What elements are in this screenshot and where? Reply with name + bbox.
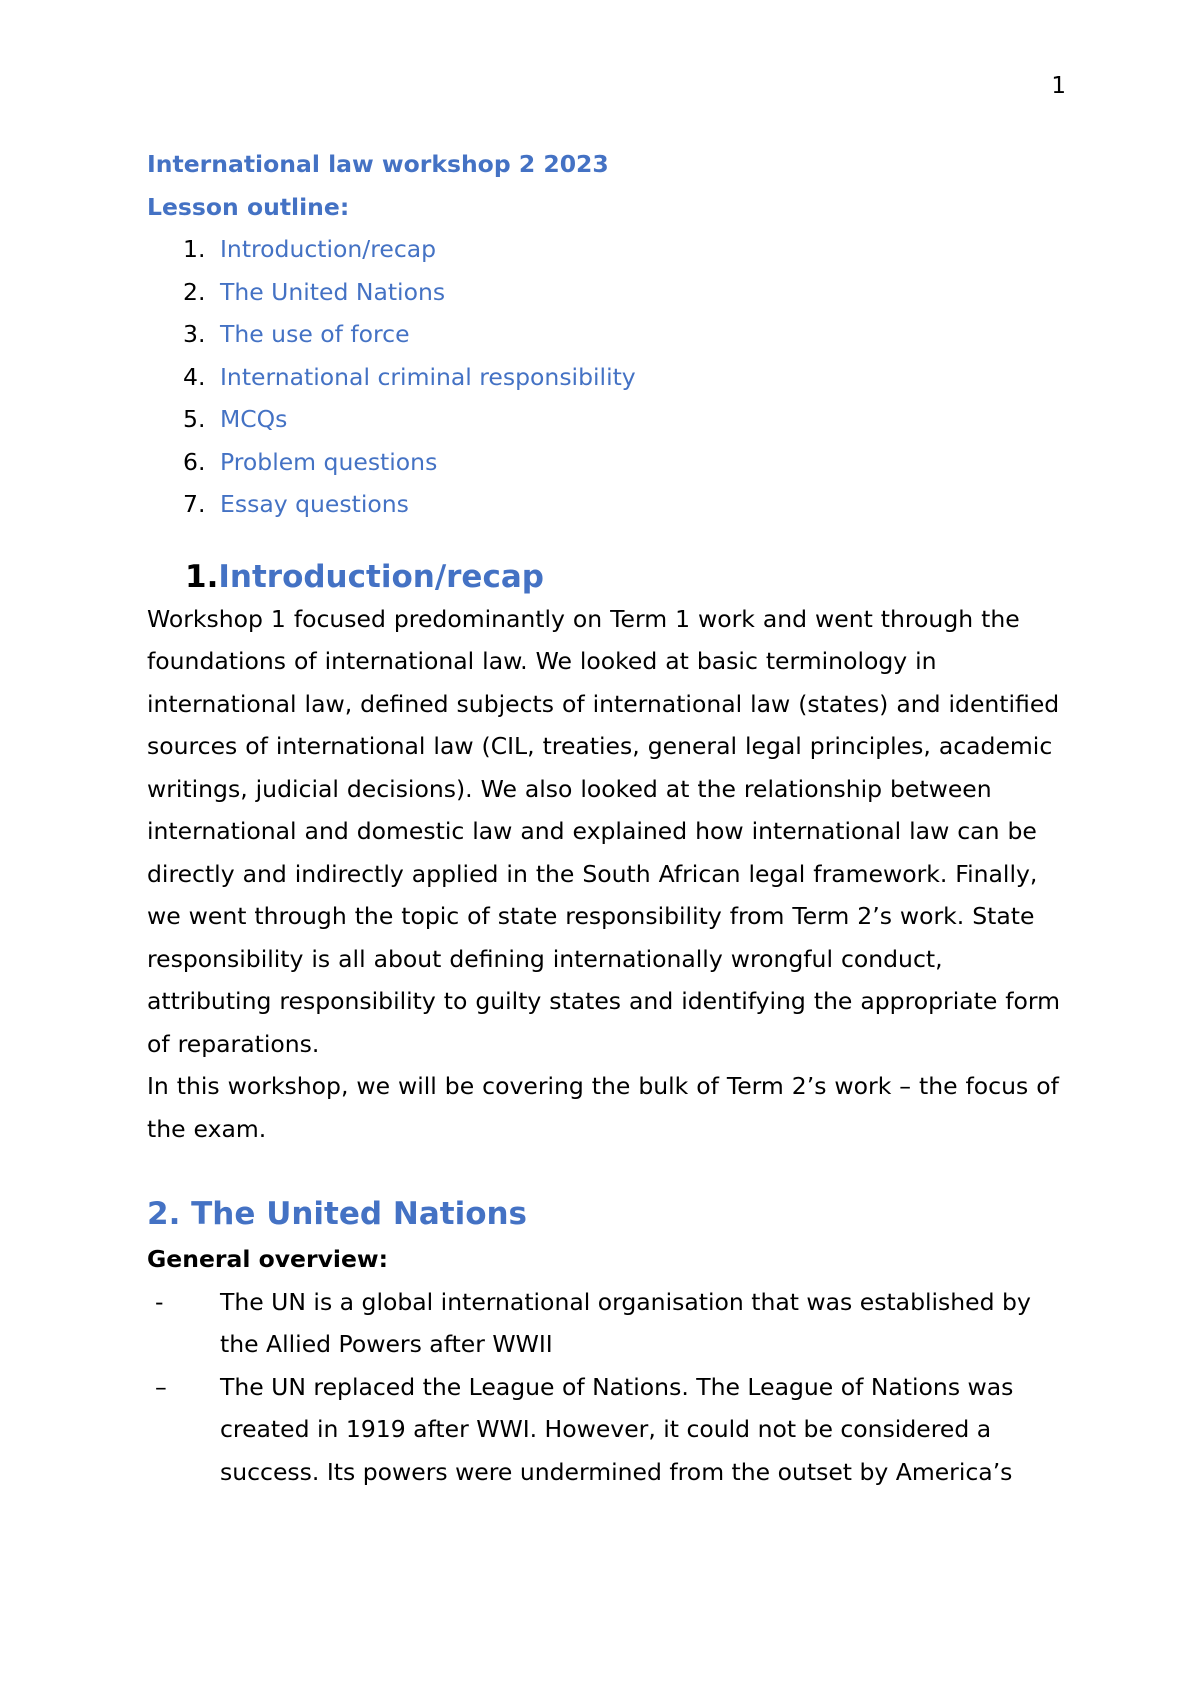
outline-item-number: 3.	[183, 320, 206, 348]
document-title: International law workshop 2 2023	[147, 150, 609, 178]
bullet-item	[147, 1281, 1067, 1366]
bullet-text: The UN is a global international organisation that was established by the Allied Powers after WWII	[220, 1287, 1031, 1358]
outline-item-number: 7.	[183, 490, 206, 518]
outline-item[interactable]	[147, 313, 1067, 356]
outline-item-label[interactable]: International criminal responsibility	[220, 362, 636, 391]
page-number: 1	[1051, 73, 1066, 99]
outline-item[interactable]	[147, 228, 1067, 271]
outline-item-number: 2.	[183, 277, 206, 306]
overview-bullet-list	[147, 1281, 1067, 1494]
bullet-marker: -	[155, 1287, 164, 1316]
section-1-paragraph: In this workshop, we will be covering the bulk of Term 2’s work – the focus of the exam.	[147, 1072, 1059, 1143]
outline-item-label[interactable]: MCQs	[220, 405, 288, 433]
bullet-item	[147, 1366, 1067, 1494]
section-1-number: 1.	[185, 558, 219, 595]
bullet-text: The UN replaced the League of Nations. The League of Nations was created in 1919 after WWI. However, it could not be considered a success. Its powers were undermined from the outset by America’s	[220, 1372, 1014, 1486]
section-2-heading	[147, 1193, 1067, 1235]
lesson-outline-list	[147, 228, 1067, 526]
outline-item[interactable]	[147, 356, 1067, 399]
general-overview-subheading: General overview:	[147, 1245, 388, 1273]
bullet-marker: –	[155, 1372, 167, 1401]
outline-heading: Lesson outline:	[147, 192, 350, 221]
outline-item-number: 4.	[183, 362, 206, 391]
outline-item-label[interactable]: The use of force	[220, 320, 410, 348]
section-2-number: 2.	[147, 1196, 181, 1232]
outline-item-label[interactable]: Essay questions	[220, 490, 409, 518]
outline-item-label[interactable]: Problem questions	[220, 447, 438, 476]
document-body	[147, 143, 1067, 1493]
outline-item[interactable]	[147, 271, 1067, 314]
section-1-title: Introduction/recap	[218, 558, 544, 595]
outline-item-number: 1.	[183, 235, 206, 263]
outline-item-label[interactable]: Introduction/recap	[220, 235, 437, 263]
outline-item[interactable]	[147, 483, 1067, 526]
section-1-heading	[147, 556, 1067, 598]
outline-item[interactable]	[147, 441, 1067, 484]
section-1-paragraph: Workshop 1 focused predominantly on Term 1 work and went through the foundations of international law. We looked at basic terminology in international law, defined subjects of international law (states) and identified sources of international law (CIL, treaties, general legal principles, academic writings, judicial decisions). We also looked at the relationship between international and domestic law and explained how international law can be directly and indirectly applied in the South African legal framework. Finally, we went through the topic of state responsibility from Term 2’s work. State responsibility is all about defining internationally wrongful conduct, attributing responsibility to guilty states and identifying the appropriate form of reparations.	[147, 604, 1061, 1058]
outline-item-label[interactable]: The United Nations	[220, 277, 446, 306]
outline-item-number: 5.	[183, 405, 206, 433]
section-2-title: The United Nations	[191, 1196, 528, 1232]
outline-item[interactable]	[147, 398, 1067, 441]
outline-item-number: 6.	[183, 447, 206, 476]
